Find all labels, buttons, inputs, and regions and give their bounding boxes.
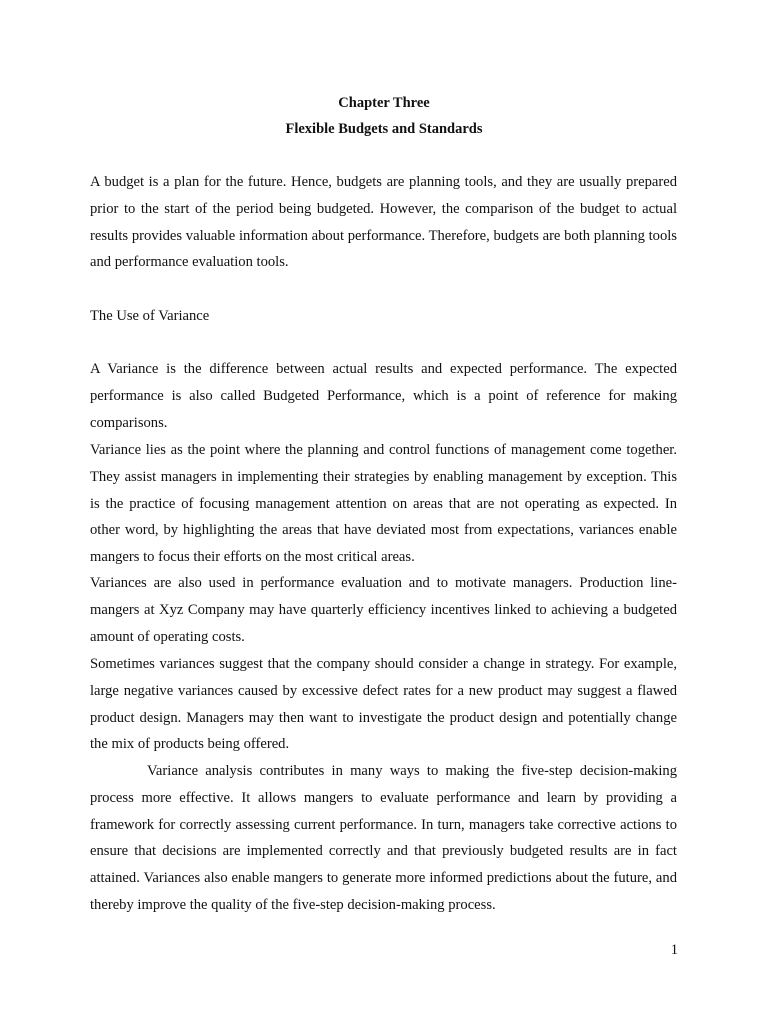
page-number: 1	[670, 942, 678, 958]
intro-paragraph: A budget is a plan for the future. Hence, budgets are planning tools, and they are usually prepared prior to the start of the period being budgeted. However, the comparison of the budget to actual results provides valuable information about performance. Therefore, budgets are both planning tools and performance evaluation tools.	[90, 174, 677, 271]
section-heading: The Use of Variance	[90, 308, 210, 324]
strategy-paragraph: Sometimes variances suggest that the company should consider a change in strategy. For example, large negative variances caused by excessive defect rates for a new product may suggest a flawed product design. Managers may then want to investigate the product design and potentially change the mix of products being offered.	[90, 656, 677, 753]
variance-analysis-paragraph: Variance analysis contributes in many ways to making the five-step decision-making process more effective. It allows mangers to evaluate performance and learn by providing a framework for correctly assessing current performance. In turn, managers take corrective actions to ensure that decisions are implemented correctly and that previously budgeted results are in fact attained. Variances also enable mangers to generate more informed predictions about the future, and thereby improve the quality of the five-step decision-making process.	[90, 763, 677, 913]
chapter-subtitle: Flexible Budgets and Standards	[285, 121, 483, 137]
variance-definition-paragraph: A Variance is the difference between actual results and expected performance. The expected performance is also called Budgeted Performance, which is a point of reference for making comparisons.	[90, 361, 677, 431]
chapter-title: Chapter Three	[338, 95, 430, 111]
performance-evaluation-paragraph: Variances are also used in performance evaluation and to motivate managers. Production line-mangers at Xyz Company may have quarterly efficiency incentives linked to achieving a budgeted amount of operating costs.	[90, 575, 677, 645]
variance-role-paragraph: Variance lies as the point where the planning and control functions of management come together. They assist managers in implementing their strategies by enabling management by exception. This is the practice of focusing management attention on areas that are not operating as expected. In other word, by highlighting the areas that have deviated most from expectations, variances enable mangers to focus their efforts on the most critical areas.	[90, 442, 677, 566]
